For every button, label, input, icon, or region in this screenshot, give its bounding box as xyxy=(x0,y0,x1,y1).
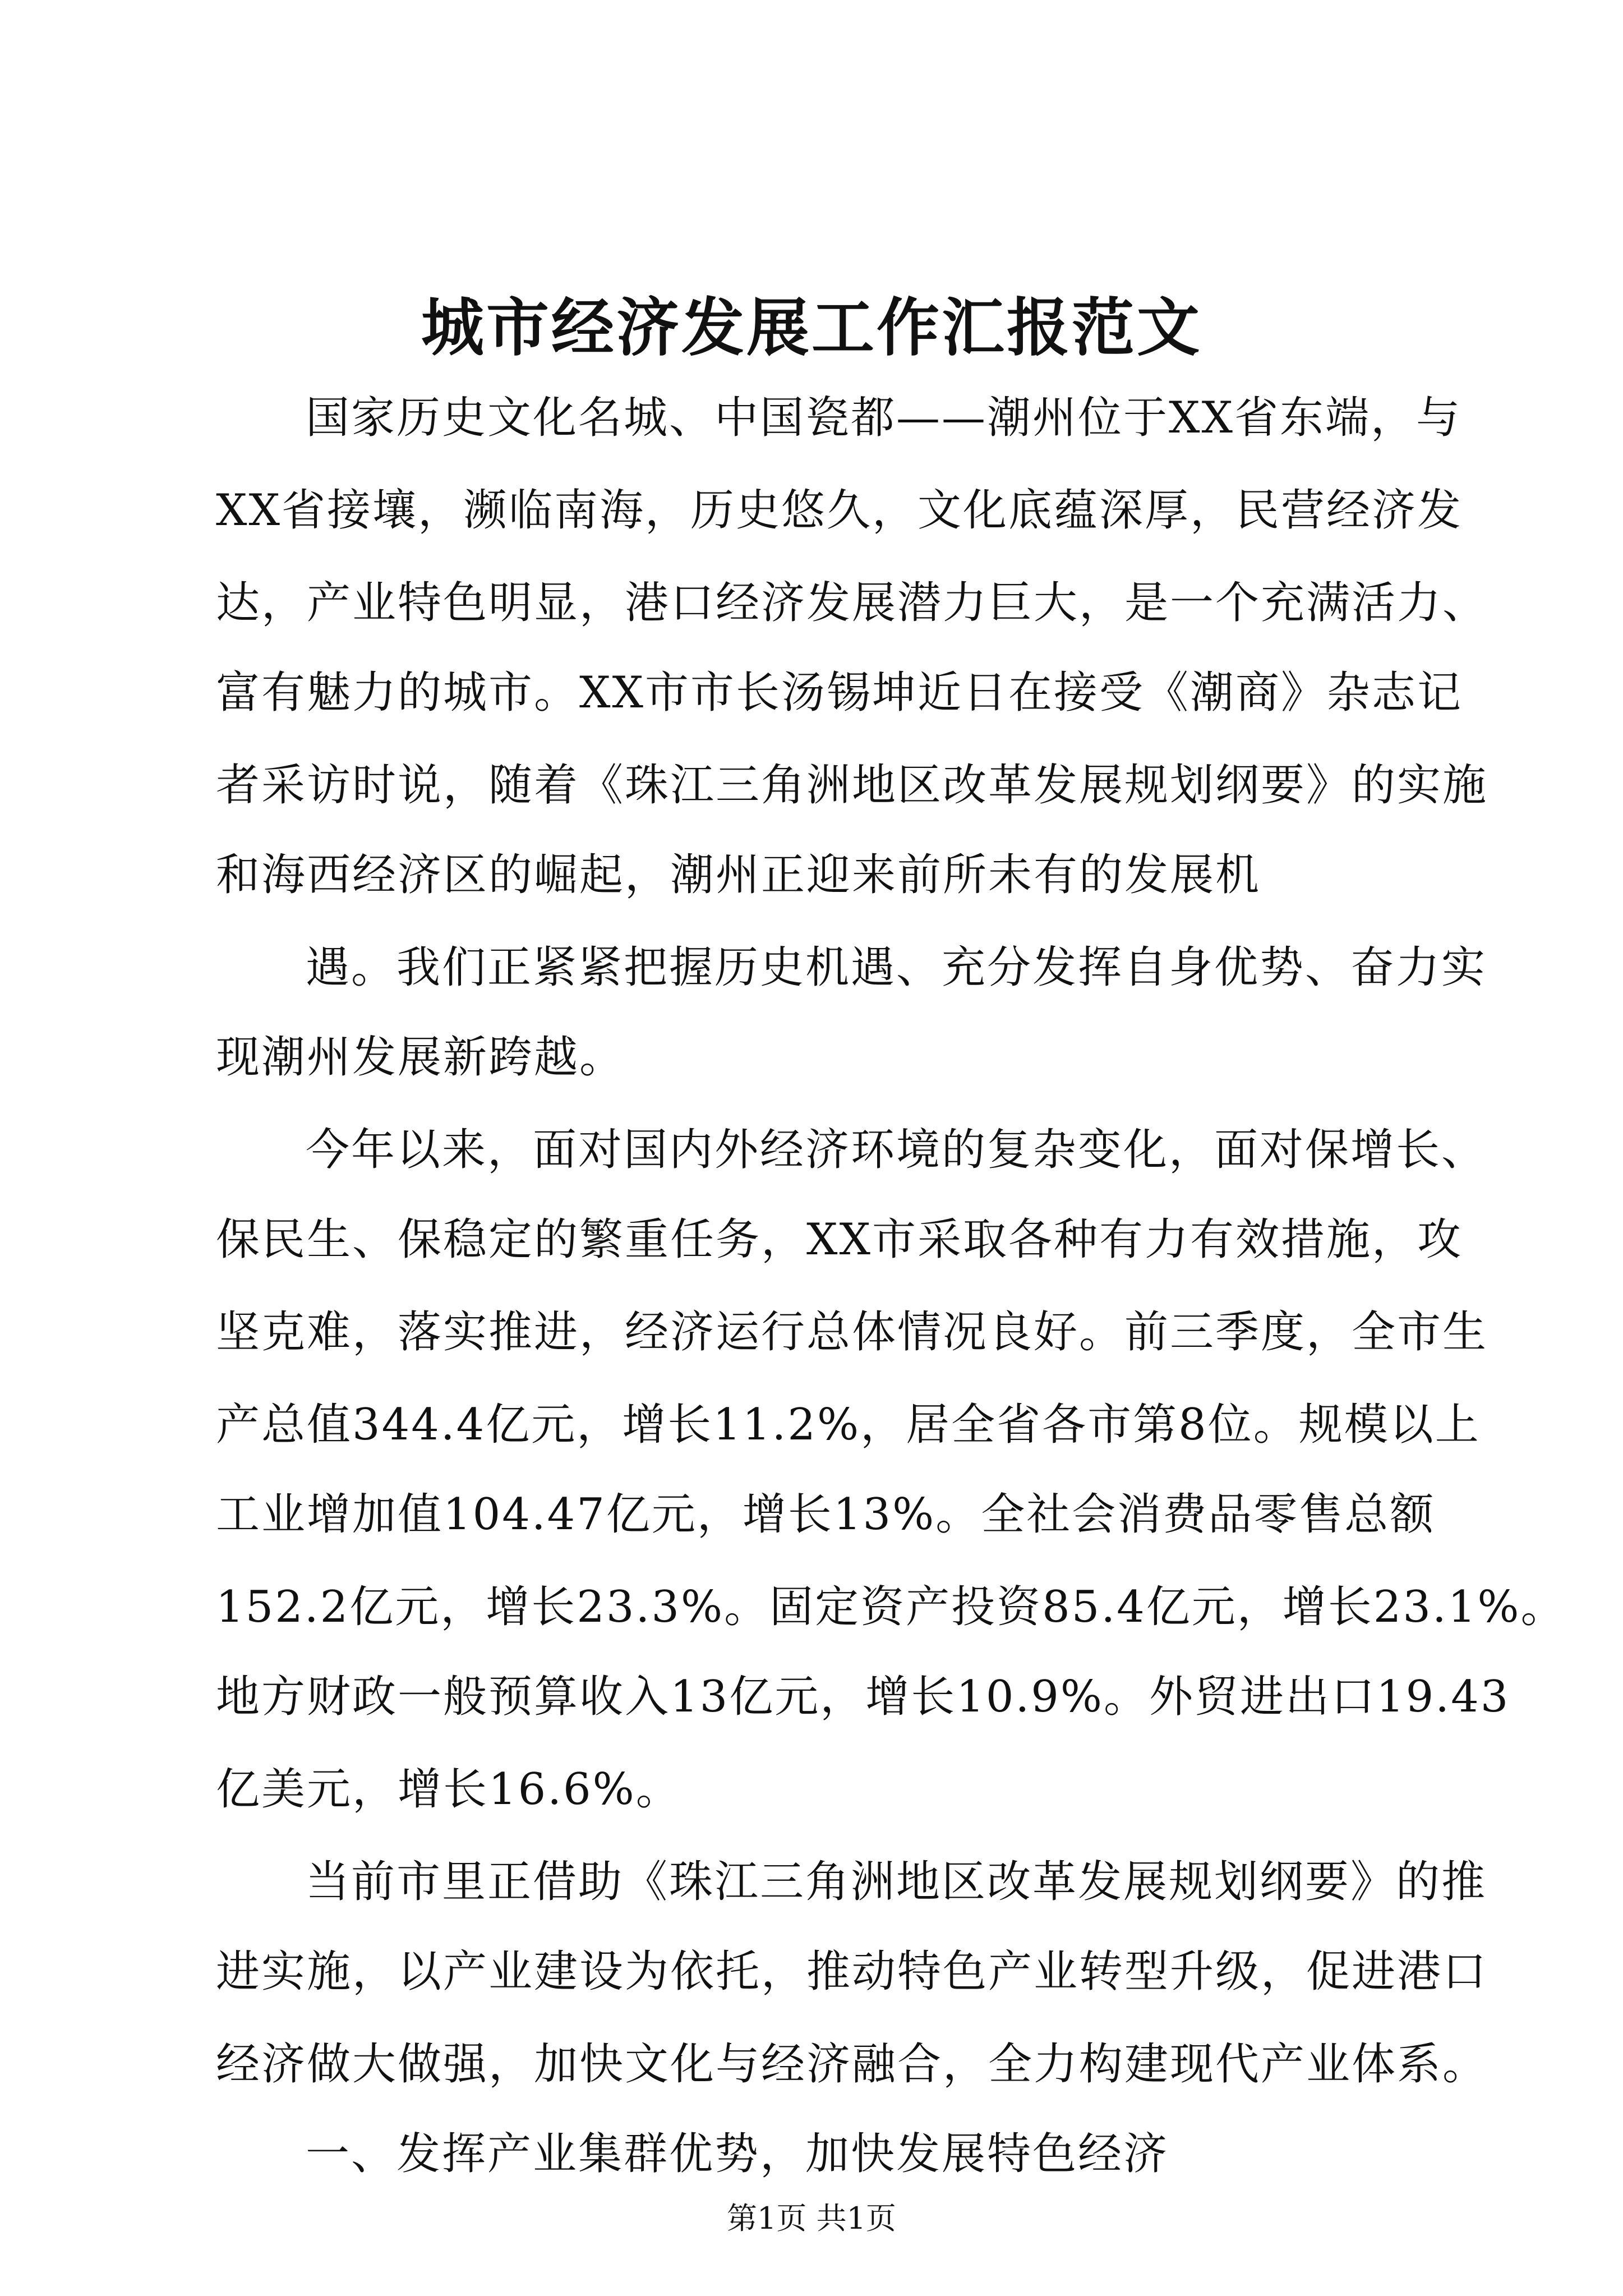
page-number-footer: 第1页 共1页 xyxy=(727,2201,896,2236)
paragraph-line: 遇。我们正紧紧把握历史机遇、充分发挥自身优势、奋力实 xyxy=(306,942,1487,993)
paragraph-line: 进实施，以产业建设为依托，推动特色产业转型升级，促进港口 xyxy=(216,1947,1488,1997)
paragraph-line: 今年以来，面对国内外经济环境的复杂变化，面对保增长、 xyxy=(306,1125,1487,1175)
section-heading: 一、发挥产业集群优势，加快发展特色经济 xyxy=(306,2129,1169,2179)
paragraph-line: 坚克难，落实推进，经济运行总体情况良好。前三季度，全市生 xyxy=(216,1307,1488,1358)
paragraph-line: 国家历史文化名城、中国瓷都——潮州位于XX省东端，与 xyxy=(306,393,1462,443)
paragraph-line: XX省接壤，濒临南海，历史悠久，文化底蕴深厚，民营经济发 xyxy=(216,485,1463,536)
paragraph-line: 当前市里正借助《珠江三角洲地区改革发展规划纲要》的推 xyxy=(306,1857,1487,1907)
paragraph-line: 152.2亿元，增长23.3%。固定资产投资85.4亿元，增长23.1%。 xyxy=(216,1582,1566,1632)
paragraph-line: 地方财政一般预算收入13亿元，增长10.9%。外贸进出口19.43 xyxy=(216,1672,1510,1722)
paragraph-line: 和海西经济区的崛起，潮州正迎来前所未有的发展机 xyxy=(216,850,1261,900)
document-title: 城市经济发展工作汇报范文 xyxy=(421,291,1202,365)
paragraph-line: 者采访时说，随着《珠江三角洲地区改革发展规划纲要》的实施 xyxy=(216,760,1488,811)
paragraph-line: 保民生、保稳定的繁重任务，XX市采取各种有力有效措施，攻 xyxy=(216,1214,1463,1265)
paragraph-line: 达，产业特色明显，港口经济发展潜力巨大，是一个充满活力、 xyxy=(216,578,1488,628)
paragraph-line: 产总值344.4亿元，增长11.2%，居全省各市第8位。规模以上 xyxy=(216,1400,1481,1450)
paragraph-line: 工业增加值104.47亿元，增长13%。全社会消费品零售总额 xyxy=(216,1489,1436,1540)
paragraph-line: 富有魅力的城市。XX市市长汤锡坤近日在接受《潮商》杂志记 xyxy=(216,668,1463,718)
paragraph-line: 亿美元，增长16.6%。 xyxy=(216,1764,681,1815)
paragraph-line: 经济做大做强，加快文化与经济融合，全力构建现代产业体系。 xyxy=(216,2039,1488,2090)
paragraph-line: 现潮州发展新跨越。 xyxy=(216,1032,625,1083)
